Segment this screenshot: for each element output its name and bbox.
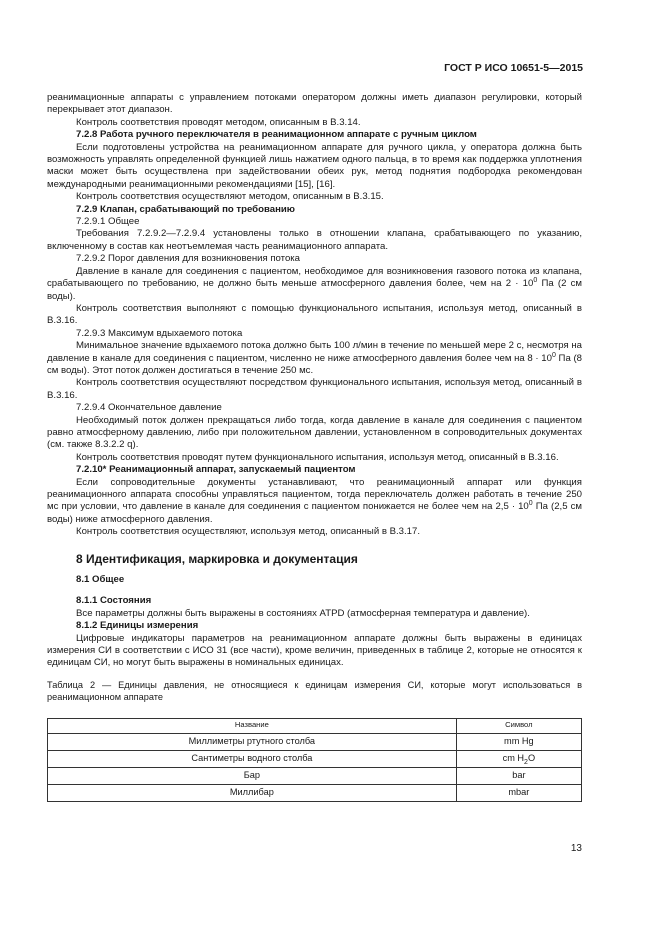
table-cell: Бар	[48, 767, 457, 784]
subsection-heading: 7.2.10* Реанимационный аппарат, запускаемый пациентом	[76, 464, 356, 476]
paragraph-text: Па (2 см воды).	[47, 278, 582, 302]
paragraph-text: Давление в канале для соединения с пациентом, необходимое для возникновения газового потока из клапана, срабатывающего по требованию, не должно быть меньше атмосферного давления более, чем на 2 · 10	[47, 265, 582, 290]
paragraph-text: Минимальное значение вдыхаемого потока должно быть 100 л/мин в течение по меньшей мере 2 с, несмотря на давление в канале для соединения с пациентом, численно не ниже атмосферного давления более чем на 8 · 10	[47, 340, 582, 364]
table-cell: mbar	[456, 784, 581, 801]
subscript: 2	[524, 759, 528, 767]
subsection-heading: 8.1.2 Единицы измерения	[76, 620, 199, 632]
table-cell: bar	[456, 767, 581, 784]
paragraph: Контроль соответствия проводят путем функционального испытания, используя метод, описанный в В.3.16.	[76, 451, 559, 463]
paragraph	[47, 340, 582, 377]
unit-text: O	[527, 753, 536, 764]
table-header-row	[48, 718, 582, 733]
clause-heading: 7.2.9.1 Общее	[76, 216, 140, 228]
paragraph	[47, 477, 582, 527]
subsection-heading: 7.2.9 Клапан, срабатывающий по требованию	[76, 203, 295, 215]
exponent: 0	[528, 500, 533, 508]
page-number: 13	[570, 843, 582, 854]
table-row	[48, 750, 582, 767]
subsection-heading: 8.1.1 Состояния	[76, 595, 152, 607]
table-cell: Миллибар	[48, 784, 457, 801]
table-cell	[456, 750, 581, 767]
clause-heading: 7.2.9.4 Окончательное давление	[76, 402, 222, 414]
table-caption: Таблица 2 — Единицы давления, не относящиеся к единицам измерения СИ, которые могут использоваться в реанимационном аппарате	[47, 679, 582, 703]
table-cell: Сантиметры водного столба	[48, 750, 457, 767]
section-heading: 8 Идентификация, маркировка и документация	[76, 551, 358, 566]
paragraph: Если подготовлены устройства на реанимационном аппарате для ручного цикла, у оператора должна быть возможность управлять определенной функцией лишь нажатием одного пальца, в то время как поддержка уплотнения маски может быть осуществлена при задействовании обеих рук, метод поднятия подбородка рекомендован международными реанимационными рекомендациями [15], [16].	[47, 141, 582, 190]
paragraph-text: Если сопроводительные документы устанавливают, что реанимационный аппарат или функция реанимационного аппарата способны управляться пациентом, тогда переключатель должен работать в течение 250 мс при условии, что давление в канале для соединения с пациентом понижается не более чем на 2,5 · 10	[47, 476, 582, 513]
subsection-heading: 8.1 Общее	[76, 574, 125, 586]
paragraph-text: Па (8 см воды). Этот поток должен достигаться в течение 250 мс.	[47, 352, 582, 376]
subsection-heading: 7.2.8 Работа ручного переключателя в реанимационном аппарате с ручным циклом	[76, 129, 477, 141]
table-header-cell: Символ	[456, 718, 581, 733]
exponent: 0	[551, 351, 556, 359]
paragraph: Контроль соответствия осуществляют, используя метод, описанный в В.3.17.	[76, 526, 421, 538]
paragraph: Необходимый поток должен прекращаться либо тогда, когда давление в канале для соединения с пациентом равно атмосферному давлению, либо при положительном давлении, установленном в сопроводительных документах (см. также 8.3.2.2 q).	[47, 414, 582, 451]
pressure-units-table	[47, 718, 582, 802]
table-row	[48, 733, 582, 750]
paragraph: Контроль соответствия осуществляют методом, описанным в В.3.15.	[76, 191, 384, 203]
document-body	[47, 92, 582, 802]
paragraph: Требования 7.2.9.2—7.2.9.4 установлены только в отношении клапана, срабатывающего по указанию, включенному в состав как неотъемлемая часть реанимационного аппарата.	[47, 228, 582, 252]
exponent: 0	[533, 276, 538, 284]
table-row	[48, 767, 582, 784]
paragraph: Контроль соответствия проводят методом, описанным в В.3.14.	[76, 116, 361, 128]
table-cell: Миллиметры ртутного столба	[48, 733, 457, 750]
clause-heading: 7.2.9.3 Максимум вдыхаемого потока	[76, 327, 243, 339]
unit-text: cm H	[502, 753, 525, 764]
paragraph-text: Па (2,5 см воды) ниже атмосферного давления.	[47, 501, 582, 525]
document-header: ГОСТ Р ИСО 10651-5—2015	[444, 62, 583, 74]
paragraph: Цифровые индикаторы параметров на реанимационном аппарате должны быть выражены в единицах измерения СИ в соответствии с ИСО 31 (все части), кроме величин, приведенных в таблице 2, которые не относятся к единицам СИ, но могут быть выражены в номинальных единицах.	[47, 632, 582, 669]
table-row	[48, 784, 582, 801]
clause-heading: 7.2.9.2 Порог давления для возникновения потока	[76, 253, 301, 265]
table-cell: mm Hg	[456, 733, 581, 750]
paragraph: Контроль соответствия осуществляют посредством функционального испытания, используя метод, описанный в В.3.16.	[47, 377, 582, 401]
table-header-cell: Название	[48, 718, 457, 733]
paragraph: Контроль соответствия выполняют с помощью функционального испытания, используя метод, описанный в В.3.16.	[47, 302, 582, 327]
paragraph: Все параметры должны быть выражены в состояниях АТPD (атмосферная температура и давление).	[76, 607, 530, 619]
paragraph	[47, 266, 582, 303]
paragraph: реанимационные аппараты с управлением потоками оператором должны иметь диапазон регулировки, который перекрывает этот диапазон.	[47, 92, 582, 116]
